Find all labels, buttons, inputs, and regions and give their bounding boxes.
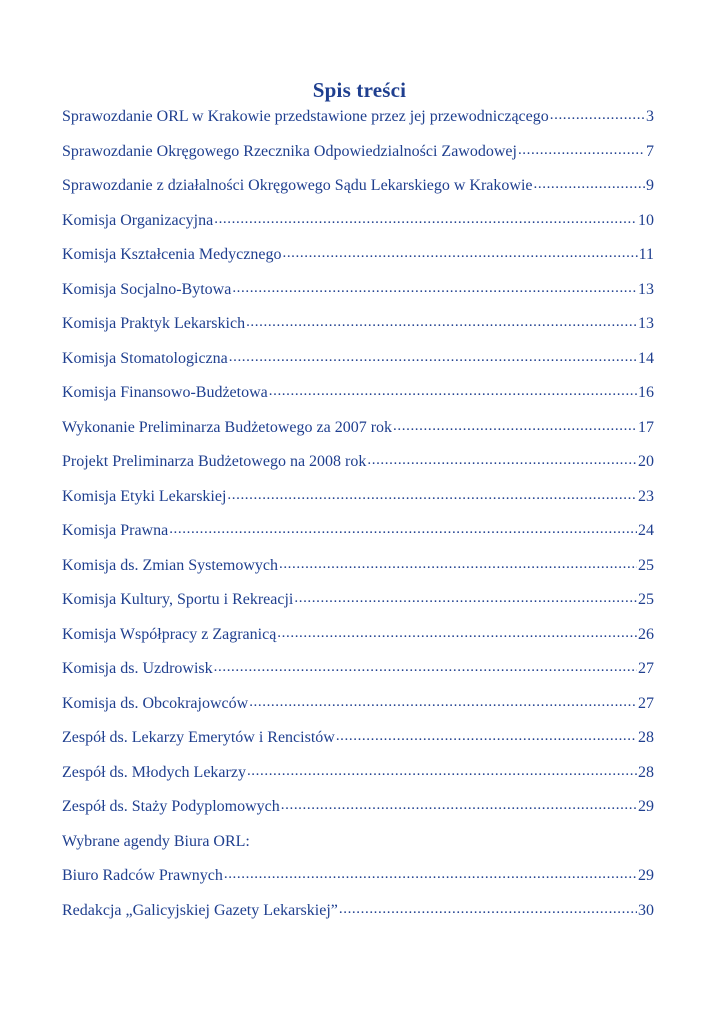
toc-entry [62,277,654,312]
toc-entry-title: Komisja Współpracy z Zagranicą [62,625,277,643]
toc-entry [62,139,654,174]
toc-entry [62,863,654,898]
toc-entry [62,622,654,657]
toc-entry-title: Komisja Etyki Lekarskiej [62,487,227,505]
toc-entry [62,449,654,484]
toc-entry [62,242,654,277]
toc-entry-title: Zespół ds. Staży Podyplomowych [62,798,280,815]
dot-leader [214,211,637,225]
toc-section-heading [62,829,654,864]
toc-entry-title: Sprawozdanie Okręgowego Rzecznika Odpowiedzialności Zawodowej [62,142,517,160]
toc-entry-title: Komisja ds. Obcokrajowców [62,694,249,712]
toc-entry-page: 27 [638,660,654,677]
dot-leader [169,521,637,535]
dot-leader [282,245,637,259]
dot-leader [214,659,637,673]
dot-leader [249,694,637,708]
toc-entry-title: Zespół ds. Lekarzy Emerytów i Rencistów [62,729,335,746]
toc-section-title: Wybrane agendy Biura ORL: [62,832,250,850]
toc-entry [62,553,654,588]
table-of-contents [62,104,654,932]
toc-entry-page: 14 [638,349,654,367]
toc-entry-title: Komisja Finansowo-Budżetowa [62,384,268,401]
toc-entry-page: 29 [638,798,654,815]
dot-leader [246,314,637,328]
toc-entry [62,794,654,829]
dot-leader [224,866,637,880]
toc-entry [62,518,654,553]
dot-leader [232,280,637,294]
dot-leader [336,728,637,742]
toc-entry-page: 7 [646,142,654,160]
toc-entry [62,311,654,346]
toc-entry [62,208,654,243]
toc-entry-page: 17 [638,418,654,436]
dot-leader [550,107,645,121]
toc-entry-title: Komisja Kultury, Sportu i Rekreacji [62,591,294,608]
toc-entry-page: 24 [638,522,654,539]
toc-entry-page: 3 [646,108,654,125]
dot-leader [339,901,637,915]
toc-entry-page: 29 [638,867,654,884]
toc-entry-page: 16 [638,384,654,401]
toc-entry-page: 23 [638,487,654,505]
toc-entry-title: Sprawozdanie ORL w Krakowie przedstawione przez jej przewodniczącego [62,108,549,125]
toc-entry-title: Komisja ds. Zmian Systemowych [62,556,278,574]
toc-entry-page: 26 [638,625,654,643]
toc-entry [62,898,654,933]
toc-entry [62,415,654,450]
toc-entry [62,484,654,519]
toc-entry-title: Komisja Kształcenia Medycznego [62,246,282,263]
dot-leader [227,487,637,501]
dot-leader [247,763,637,777]
toc-entry-title: Redakcja „Galicyjskiej Gazety Lekarskiej” [62,901,338,919]
toc-entry [62,587,654,622]
toc-entry-page: 28 [638,763,654,781]
toc-entry-title: Sprawozdanie z działalności Okręgowego Sądu Lekarskiego w Krakowie [62,177,533,194]
toc-entry [62,380,654,415]
toc-entry [62,173,654,208]
dot-leader [518,142,645,156]
toc-entry [62,760,654,795]
toc-entry-title: Zespół ds. Młodych Lekarzy [62,763,246,781]
page-title: Spis treści [312,78,407,103]
toc-entry-page: 13 [638,315,654,332]
dot-leader [393,418,637,432]
toc-entry [62,346,654,381]
toc-entry-page: 30 [638,901,654,919]
toc-entry-page: 25 [638,556,654,574]
toc-entry-title: Wykonanie Preliminarza Budżetowego za 2007 rok [62,418,393,436]
toc-entry-page: 25 [638,591,654,608]
toc-entry-page: 11 [638,246,654,263]
toc-entry-page: 10 [638,211,654,229]
dot-leader [294,590,637,604]
toc-entry-title: Komisja Praktyk Lekarskich [62,315,246,332]
toc-entry-title: Komisja Socjalno-Bytowa [62,280,232,298]
toc-entry-title: Komisja ds. Uzdrowisk [62,660,213,677]
dot-leader [277,625,637,639]
toc-entry [62,725,654,760]
toc-entry [62,104,654,139]
toc-entry-page: 27 [638,694,654,712]
toc-entry-page: 28 [638,729,654,746]
toc-entry [62,656,654,691]
toc-entry-page: 9 [646,177,654,194]
dot-leader [534,176,645,190]
dot-leader [281,797,637,811]
toc-entry-page: 20 [638,453,654,470]
toc-entry-page: 13 [638,280,654,298]
toc-entry-title: Komisja Organizacyjna [62,211,214,229]
dot-leader [269,383,637,397]
dot-leader [279,556,637,570]
toc-entry-title: Biuro Radców Prawnych [62,867,223,884]
dot-leader [367,452,637,466]
toc-entry-title: Projekt Preliminarza Budżetowego na 2008 rok [62,453,367,470]
toc-entry-title: Komisja Stomatologiczna [62,349,228,367]
toc-entry [62,691,654,726]
dot-leader [229,349,637,363]
toc-entry-title: Komisja Prawna [62,522,169,539]
